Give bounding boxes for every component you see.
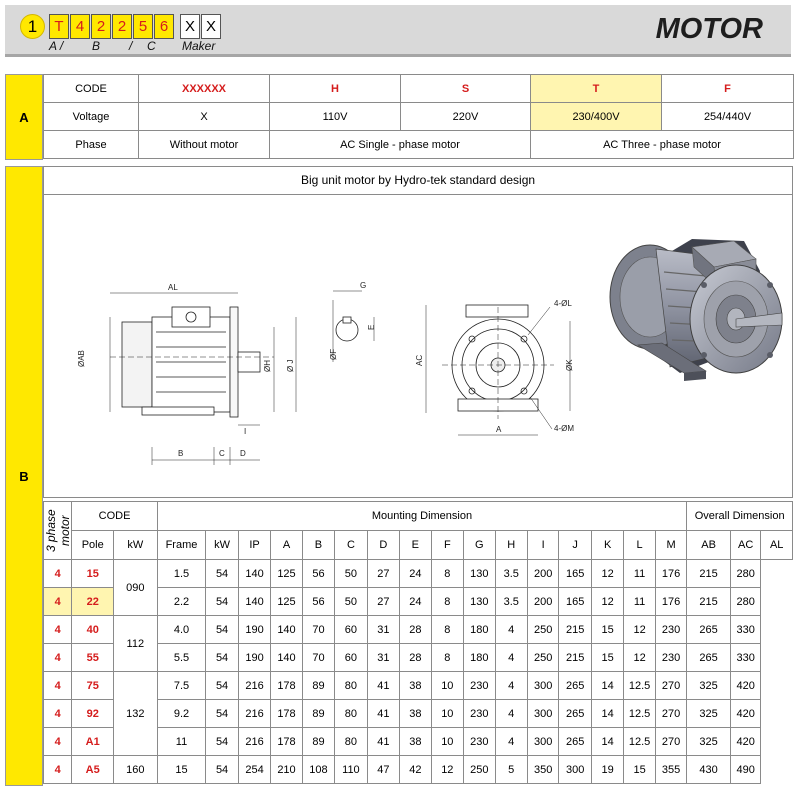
spec-cell: 165 [559, 588, 591, 616]
column-header: E [400, 531, 431, 560]
spec-cell: 216 [238, 672, 270, 700]
spec-cell: 89 [302, 700, 334, 728]
table-row [44, 616, 793, 644]
table-row [44, 756, 793, 784]
mounting-dimension-header: Mounting Dimension [157, 502, 687, 531]
column-header: IP [238, 531, 270, 560]
pole-cell: 4 [44, 560, 72, 588]
column-header: AB [687, 531, 731, 560]
spec-cell: 4 [495, 728, 527, 756]
dim-label-ac: AC [415, 354, 424, 366]
spec-cell: 300 [527, 700, 558, 728]
spec-cell: 10 [431, 728, 463, 756]
spec-cell: 19 [591, 756, 623, 784]
spec-cell: 4 [495, 616, 527, 644]
spec-cell: 41 [367, 728, 399, 756]
code-header: CODE [72, 502, 157, 531]
dim-label-k: ØK [565, 359, 574, 371]
kw-code-cell: A5 [72, 756, 114, 784]
dim-label-i: I [244, 427, 247, 436]
table-header-row [44, 502, 793, 531]
spec-cell: 41 [367, 700, 399, 728]
spec-cell: 165 [559, 560, 591, 588]
overall-dimension-header: Overall Dimension [687, 502, 793, 531]
row-header: CODE [44, 75, 139, 103]
spec-cell: 42 [400, 756, 431, 784]
voltage-cell: 254/440V [662, 103, 794, 131]
spec-cell: 89 [302, 728, 334, 756]
spec-cell: 56 [302, 588, 334, 616]
spec-cell: 254 [238, 756, 270, 784]
kw-code-cell: 40 [72, 616, 114, 644]
dim-label-ab: ØAB [77, 350, 86, 367]
spec-cell: 420 [730, 672, 760, 700]
spec-cell: 430 [687, 756, 731, 784]
spec-cell: 41 [367, 672, 399, 700]
spec-cell: 31 [367, 644, 399, 672]
spec-cell: 125 [271, 560, 302, 588]
spec-cell: 110 [335, 756, 367, 784]
spec-cell: 10 [431, 672, 463, 700]
column-header: J [559, 531, 591, 560]
spec-cell: 190 [238, 616, 270, 644]
slot-label-b: B [92, 39, 101, 53]
spec-cell: 490 [730, 756, 760, 784]
spec-cell: 178 [271, 728, 302, 756]
spec-cell: 8 [431, 560, 463, 588]
code-char-3: 2 [91, 14, 111, 39]
spec-cell: 250 [527, 644, 558, 672]
spec-cell: 3.5 [495, 588, 527, 616]
spec-cell: 12.5 [624, 700, 655, 728]
table-row [44, 75, 794, 103]
column-header: G [464, 531, 495, 560]
spec-cell: 10 [431, 700, 463, 728]
spec-cell: 54 [206, 728, 238, 756]
phase-cell: Without motor [139, 131, 270, 159]
spec-cell: 38 [400, 700, 431, 728]
band-b-label: B [19, 468, 29, 484]
drawing-panel [43, 166, 793, 498]
spec-cell: 1.5 [157, 560, 206, 588]
spec-cell: 140 [238, 560, 270, 588]
section-number-badge: 1 [20, 14, 45, 39]
column-header: L [624, 531, 655, 560]
spec-cell: 54 [206, 672, 238, 700]
column-header: I [527, 531, 558, 560]
spec-cell: 11 [624, 588, 655, 616]
spec-cell: 5 [495, 756, 527, 784]
spec-cell: 80 [335, 700, 367, 728]
voltage-cell: X [139, 103, 270, 131]
slot-label-c: C [147, 39, 156, 53]
spec-cell: 215 [559, 644, 591, 672]
spec-cell: 140 [238, 588, 270, 616]
spec-cell: 270 [655, 700, 686, 728]
dim-label-j: Ø J [286, 359, 295, 372]
column-header: H [495, 531, 527, 560]
column-header: AC [730, 531, 760, 560]
spec-cell: 355 [655, 756, 686, 784]
spec-cell: 54 [206, 644, 238, 672]
spec-cell: 190 [238, 644, 270, 672]
spec-cell: 178 [271, 700, 302, 728]
code-cell: S [401, 75, 531, 103]
page-title: MOTOR [655, 13, 763, 45]
column-header: M [655, 531, 686, 560]
spec-cell: 50 [335, 588, 367, 616]
spec-cell: 176 [655, 560, 686, 588]
code-char-1: T [49, 14, 69, 39]
dim-label-d: D [240, 449, 246, 458]
spec-cell: 70 [302, 644, 334, 672]
spec-cell: 180 [464, 644, 495, 672]
dim-label-b: B [178, 449, 184, 458]
spec-cell: 108 [302, 756, 334, 784]
spec-cell: 24 [400, 588, 431, 616]
dim-label-e: E [367, 324, 376, 330]
spec-cell: 270 [655, 672, 686, 700]
dim-label-f: ØF [329, 348, 338, 360]
spec-cell: 47 [367, 756, 399, 784]
spec-cell: 15 [624, 756, 655, 784]
spec-cell: 2.2 [157, 588, 206, 616]
voltage-cell-selected: 230/400V [531, 103, 662, 131]
spec-cell: 215 [687, 588, 731, 616]
front-view-drawing [426, 305, 570, 435]
spec-cell: 216 [238, 728, 270, 756]
kw-code-cell: 22 [72, 588, 114, 616]
spec-cell: 60 [335, 644, 367, 672]
code-char-8: X [201, 14, 221, 39]
spec-cell: 140 [271, 644, 302, 672]
pole-cell: 4 [44, 616, 72, 644]
slot-label-maker: Maker [182, 39, 216, 53]
spec-cell: 200 [527, 588, 558, 616]
spec-cell: 420 [730, 728, 760, 756]
slot-label-slash: / [129, 39, 133, 53]
spec-cell: 7.5 [157, 672, 206, 700]
spec-cell: 12 [431, 756, 463, 784]
spec-cell: 27 [367, 588, 399, 616]
spec-cell: 216 [238, 700, 270, 728]
spec-cell: 9.2 [157, 700, 206, 728]
voltage-code-table [43, 74, 794, 159]
spec-cell: 12 [624, 644, 655, 672]
code-char-6: 6 [154, 14, 174, 39]
spec-cell: 12 [591, 588, 623, 616]
motor-photo [610, 239, 782, 381]
kw-code-cell: 15 [72, 560, 114, 588]
spec-cell: 280 [730, 560, 760, 588]
pole-cell: 4 [44, 672, 72, 700]
column-header: Pole [72, 531, 114, 560]
dim-label-c: C [219, 449, 225, 458]
spec-cell: 125 [271, 588, 302, 616]
column-header-row [44, 531, 793, 560]
spec-cell: 180 [464, 616, 495, 644]
header-bar [5, 5, 791, 57]
drawing-title: Big unit motor by Hydro-tek standard design [44, 167, 792, 195]
frame-cell: 112 [114, 616, 158, 672]
spec-cell: 14 [591, 700, 623, 728]
spec-cell: 54 [206, 588, 238, 616]
spec-cell: 215 [687, 560, 731, 588]
spec-cell: 265 [687, 616, 731, 644]
spec-cell: 15 [591, 616, 623, 644]
spec-cell: 54 [206, 756, 238, 784]
frame-cell: 160 [114, 756, 158, 784]
band-a [5, 74, 43, 160]
spec-cell: 130 [464, 588, 495, 616]
pole-cell: 4 [44, 588, 72, 616]
code-char-7: X [180, 14, 200, 39]
spec-cell: 15 [157, 756, 206, 784]
table-row [44, 103, 794, 131]
spec-cell: 176 [655, 588, 686, 616]
spec-cell: 27 [367, 560, 399, 588]
kw-code-cell: 75 [72, 672, 114, 700]
spec-cell: 11 [624, 560, 655, 588]
spec-cell: 12 [624, 616, 655, 644]
spec-cell: 250 [527, 616, 558, 644]
spec-cell: 420 [730, 700, 760, 728]
spec-cell: 14 [591, 728, 623, 756]
spec-cell: 12.5 [624, 728, 655, 756]
spec-cell: 215 [559, 616, 591, 644]
spec-cell: 4 [495, 700, 527, 728]
spec-cell: 31 [367, 616, 399, 644]
side-label: 3 phase motor [44, 502, 72, 560]
table-row [44, 672, 793, 700]
spec-cell: 250 [464, 756, 495, 784]
spec-cell: 200 [527, 560, 558, 588]
pole-cell: 4 [44, 700, 72, 728]
code-char-2: 4 [70, 14, 90, 39]
spec-cell: 265 [687, 644, 731, 672]
technical-drawing [44, 167, 794, 499]
spec-cell: 80 [335, 672, 367, 700]
spec-cell: 28 [400, 644, 431, 672]
pole-cell: 4 [44, 644, 72, 672]
spec-cell: 330 [730, 616, 760, 644]
spec-cell: 230 [655, 616, 686, 644]
row-header: Voltage [44, 103, 139, 131]
frame-cell: 132 [114, 672, 158, 756]
spec-cell: 230 [464, 700, 495, 728]
spec-cell: 12 [591, 560, 623, 588]
spec-cell: 50 [335, 560, 367, 588]
code-cell-selected: T [531, 75, 662, 103]
spec-cell: 230 [655, 644, 686, 672]
spec-cell: 270 [655, 728, 686, 756]
spec-cell: 300 [559, 756, 591, 784]
side-view-drawing [110, 293, 296, 465]
spec-cell: 265 [559, 672, 591, 700]
spec-cell: 89 [302, 672, 334, 700]
code-cell: F [662, 75, 794, 103]
code-cell: H [270, 75, 401, 103]
spec-cell: 38 [400, 728, 431, 756]
spec-cell: 3.5 [495, 560, 527, 588]
spec-cell: 8 [431, 588, 463, 616]
table-row [44, 131, 794, 159]
kw-code-cell: 55 [72, 644, 114, 672]
spec-cell: 60 [335, 616, 367, 644]
spec-cell: 70 [302, 616, 334, 644]
spec-cell: 11 [157, 728, 206, 756]
phase-cell: AC Three - phase motor [531, 131, 794, 159]
spec-cell: 14 [591, 672, 623, 700]
spec-cell: 12.5 [624, 672, 655, 700]
spec-cell: 330 [730, 644, 760, 672]
spec-cell: 300 [527, 728, 558, 756]
column-header: Frame [157, 531, 206, 560]
pole-cell: 4 [44, 728, 72, 756]
spec-cell: 280 [730, 588, 760, 616]
band-a-label: A [19, 109, 29, 125]
column-header: AL [761, 531, 793, 560]
spec-cell: 4 [495, 644, 527, 672]
column-header: kW [206, 531, 238, 560]
spec-cell: 80 [335, 728, 367, 756]
column-header: K [591, 531, 623, 560]
spec-cell: 15 [591, 644, 623, 672]
spec-cell: 54 [206, 616, 238, 644]
frame-cell: 090 [114, 560, 158, 616]
slot-label-a: A / [49, 39, 64, 53]
spec-cell: 54 [206, 560, 238, 588]
spec-cell: 265 [559, 728, 591, 756]
dim-label-al: AL [168, 283, 178, 292]
motor-spec-table [43, 501, 793, 784]
table-row [44, 560, 793, 588]
spec-cell: 130 [464, 560, 495, 588]
spec-cell: 56 [302, 560, 334, 588]
column-header: A [271, 531, 302, 560]
spec-cell: 325 [687, 728, 731, 756]
phase-cell: AC Single - phase motor [270, 131, 531, 159]
spec-cell: 230 [464, 728, 495, 756]
voltage-cell: 110V [270, 103, 401, 131]
spec-cell: 325 [687, 672, 731, 700]
kw-code-cell: 92 [72, 700, 114, 728]
spec-cell: 8 [431, 616, 463, 644]
spec-cell: 4.0 [157, 616, 206, 644]
spec-cell: 265 [559, 700, 591, 728]
dim-label-l: 4-ØL [554, 299, 572, 308]
spec-cell: 210 [271, 756, 302, 784]
spec-cell: 230 [464, 672, 495, 700]
row-header: Phase [44, 131, 139, 159]
column-header: kW [114, 531, 158, 560]
pole-cell: 4 [44, 756, 72, 784]
spec-cell: 38 [400, 672, 431, 700]
dim-label-g: G [360, 281, 367, 290]
spec-cell: 325 [687, 700, 731, 728]
column-header: C [335, 531, 367, 560]
voltage-cell: 220V [401, 103, 531, 131]
spec-cell: 178 [271, 672, 302, 700]
code-char-5: 5 [133, 14, 153, 39]
spec-cell: 8 [431, 644, 463, 672]
spec-cell: 24 [400, 560, 431, 588]
dim-label-a: A [496, 425, 502, 434]
spec-cell: 5.5 [157, 644, 206, 672]
spec-cell: 4 [495, 672, 527, 700]
code-cell: XXXXXX [139, 75, 270, 103]
column-header: F [431, 531, 463, 560]
code-char-4: 2 [112, 14, 132, 39]
column-header: D [367, 531, 399, 560]
spec-cell: 54 [206, 700, 238, 728]
kw-code-cell: A1 [72, 728, 114, 756]
spec-cell: 350 [527, 756, 558, 784]
column-header: B [302, 531, 334, 560]
spec-cell: 28 [400, 616, 431, 644]
band-b [5, 166, 43, 786]
dim-label-h: ØH [263, 360, 272, 372]
spec-cell: 300 [527, 672, 558, 700]
dim-label-m: 4-ØM [554, 424, 574, 433]
spec-cell: 140 [271, 616, 302, 644]
